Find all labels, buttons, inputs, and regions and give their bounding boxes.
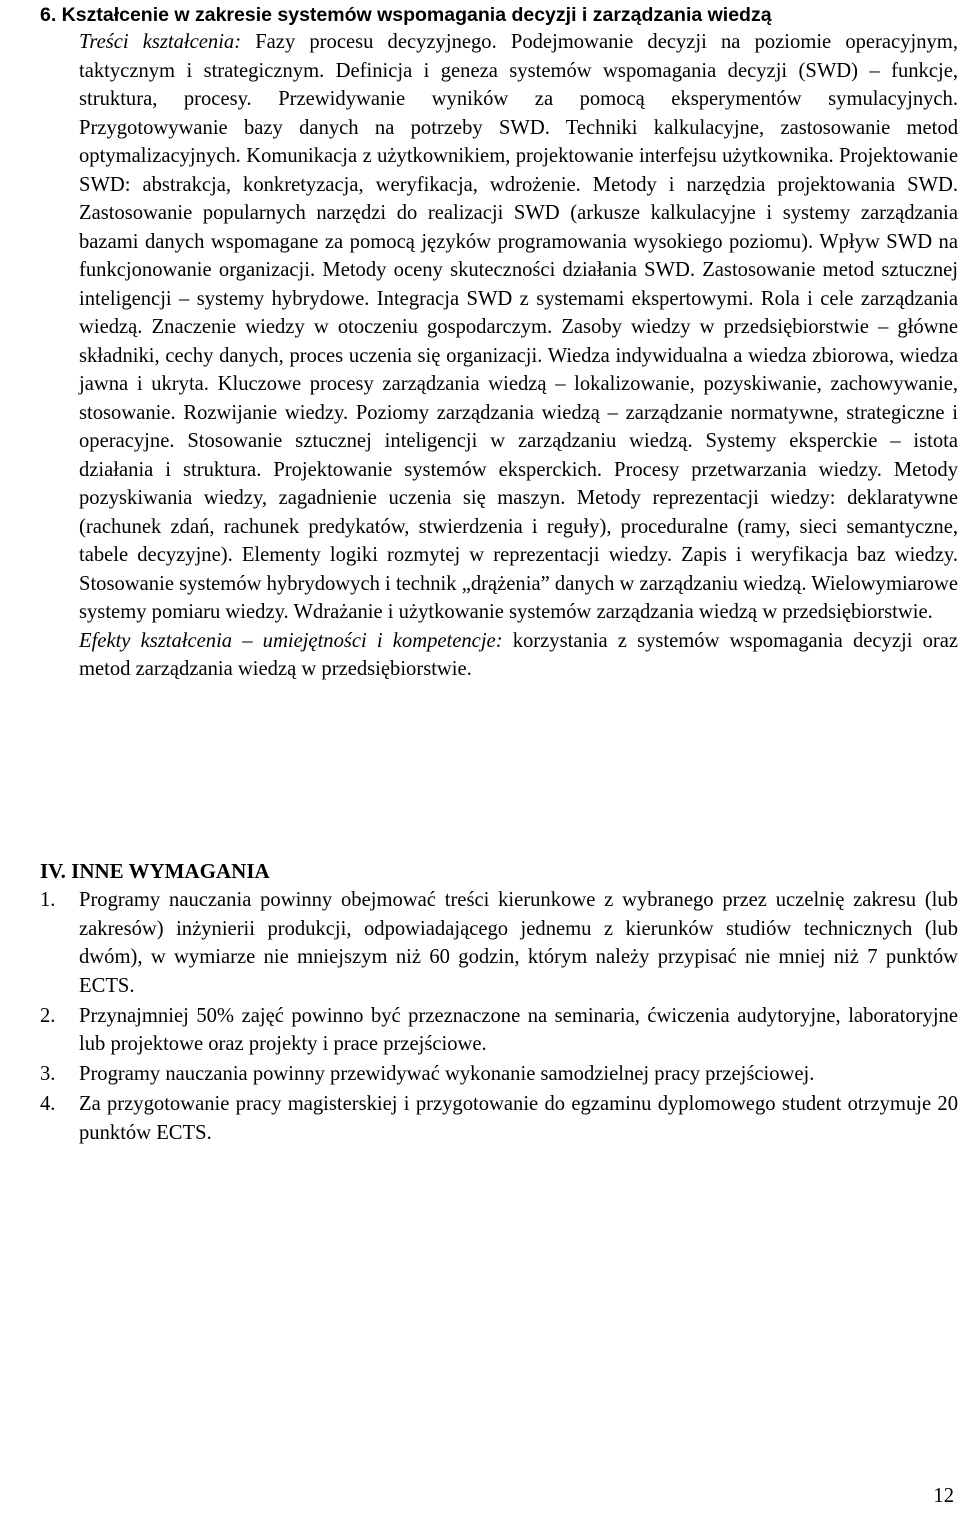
section-body [79,28,958,684]
list-item [40,1002,958,1059]
list-item-text: Programy nauczania powinny obejmować treści kierunkowe z wybranego przez uczelnię zakresu (lub zakresów) inżynierii produkcji, odpowiadającego jednemu z kierunków studiów technicznych (lub dwóm), w wymiarze nie mniejszym niż 60 godzin, którym należy przypisać nie mniej niż 7 punktów ECTS. [79,889,958,997]
list-item-number: 4. [40,1093,56,1115]
content-label: Treści kształcenia: [79,31,242,53]
page-number: 12 [933,1485,954,1507]
list-item-text: Przynajmniej 50% zajęć powinno być przeznaczone na seminaria, ćwiczenia audytoryjne, laboratoryjne lub projektowe oraz projekty i prace przejściowe. [79,1004,958,1055]
requirements-list [40,886,958,1149]
effects-label: Efekty kształcenia – umiejętności i kompetencje: [79,629,503,652]
content-text: Fazy procesu decyzyjnego. Podejmowanie decyzji na poziomie operacyjnym, taktycznym i strategicznym. Definicja i geneza systemów wspomagania decyzji (SWD) – funkcje, struktura, procesy. Przewidywanie wyników za pomocą eksperymentów symulacyjnych. Przygotowywanie bazy danych na potrzeby SWD. Techniki kalkulacyjne, zastosowanie metod optymalizacyjnych. Komunikacja z użytkownikiem, projektowanie interfejsu użytkownika. Projektowanie SWD: abstrakcja, konkretyzacja, weryfikacja, wdrożenie. Metody i narzędzia projektowania SWD. Zastosowanie popularnych narzędzi do realizacji SWD (arkusze kalkulacyjne i systemy zarządzania bazami danych wspomagane za pomocą języków programowania wysokiego poziomu). Wpływ SWD na funkcjonowanie organizacji. Metody oceny skuteczności działania SWD. Zastosowanie metod sztucznej inteligencji – systemy hybrydowe. Integracja SWD z systemami ekspertowymi. Rola i cele zarządzania wiedzą. Znaczenie wiedzy w otoczeniu gospodarczym. Zasoby wiedzy w przedsiębiorstwie – główne składniki, cechy danych, proces uczenia się organizacji. Wiedza indywidualna a wiedza zbiorowa, wiedza jawna i ukryta. Kluczowe procesy zarządzania wiedzą – lokalizowanie, pozyskiwanie, zachowywanie, stosowanie. Rozwijanie wiedzy. Poziomy zarządzania wiedzą – zarządzanie normatywne, strategiczne i operacyjne. Stosowanie sztucznej inteligencji w zarządzaniu wiedzą. Systemy eksperckie – istota działania i struktura. Projektowanie systemów eksperckich. Procesy przetwarzania wiedzy. Metody pozyskiwania wiedzy, zagadnienie uczenia się maszyn. Metody reprezentacji wiedzy: deklaratywne (rachunek zdań, rachunek predykatów, stwierdzenia i reguły), proceduralne (ramy, sieci semantyczne, tabele decyzyjne). Elementy logiki rozmytej w reprezentacji wiedzy. Zapis i weryfikacja baz wiedzy. Stosowanie systemów hybrydowych i technik „drążenia” danych w zarządzaniu wiedzą. Wielowymiarowe systemy pomiaru wiedzy. Wdrażanie i użytkowanie systemów zarządzania wiedzą w przedsiębiorstwie. [79,31,958,623]
list-item-number: 3. [40,1063,56,1085]
list-item-number: 1. [40,889,56,911]
list-item-text: Programy nauczania powinny przewidywać wykonanie samodzielnej pracy przejściowej. [79,1063,815,1085]
part-title: INNE WYMAGANIA [65,859,270,883]
list-item-text: Za przygotowanie pracy magisterskiej i przygotowanie do egzaminu dyplomowego student otrzymuje 20 punktów ECTS. [79,1093,958,1144]
content-paragraph [79,28,958,627]
list-item [40,1060,958,1089]
section-heading: 6. Kształcenie w zakresie systemów wspomagania decyzji i zarządzania wiedzą [40,4,772,26]
part-heading [40,857,270,885]
effects-text: korzystania z systemów wspomagania decyzji oraz metod zarządzania wiedzą w przedsiębiorstwie. [79,629,959,680]
list-item [40,886,958,1000]
list-item [40,1090,958,1147]
list-item-number: 2. [40,1004,56,1027]
effects-paragraph [79,627,958,684]
part-number: IV. [40,859,66,883]
